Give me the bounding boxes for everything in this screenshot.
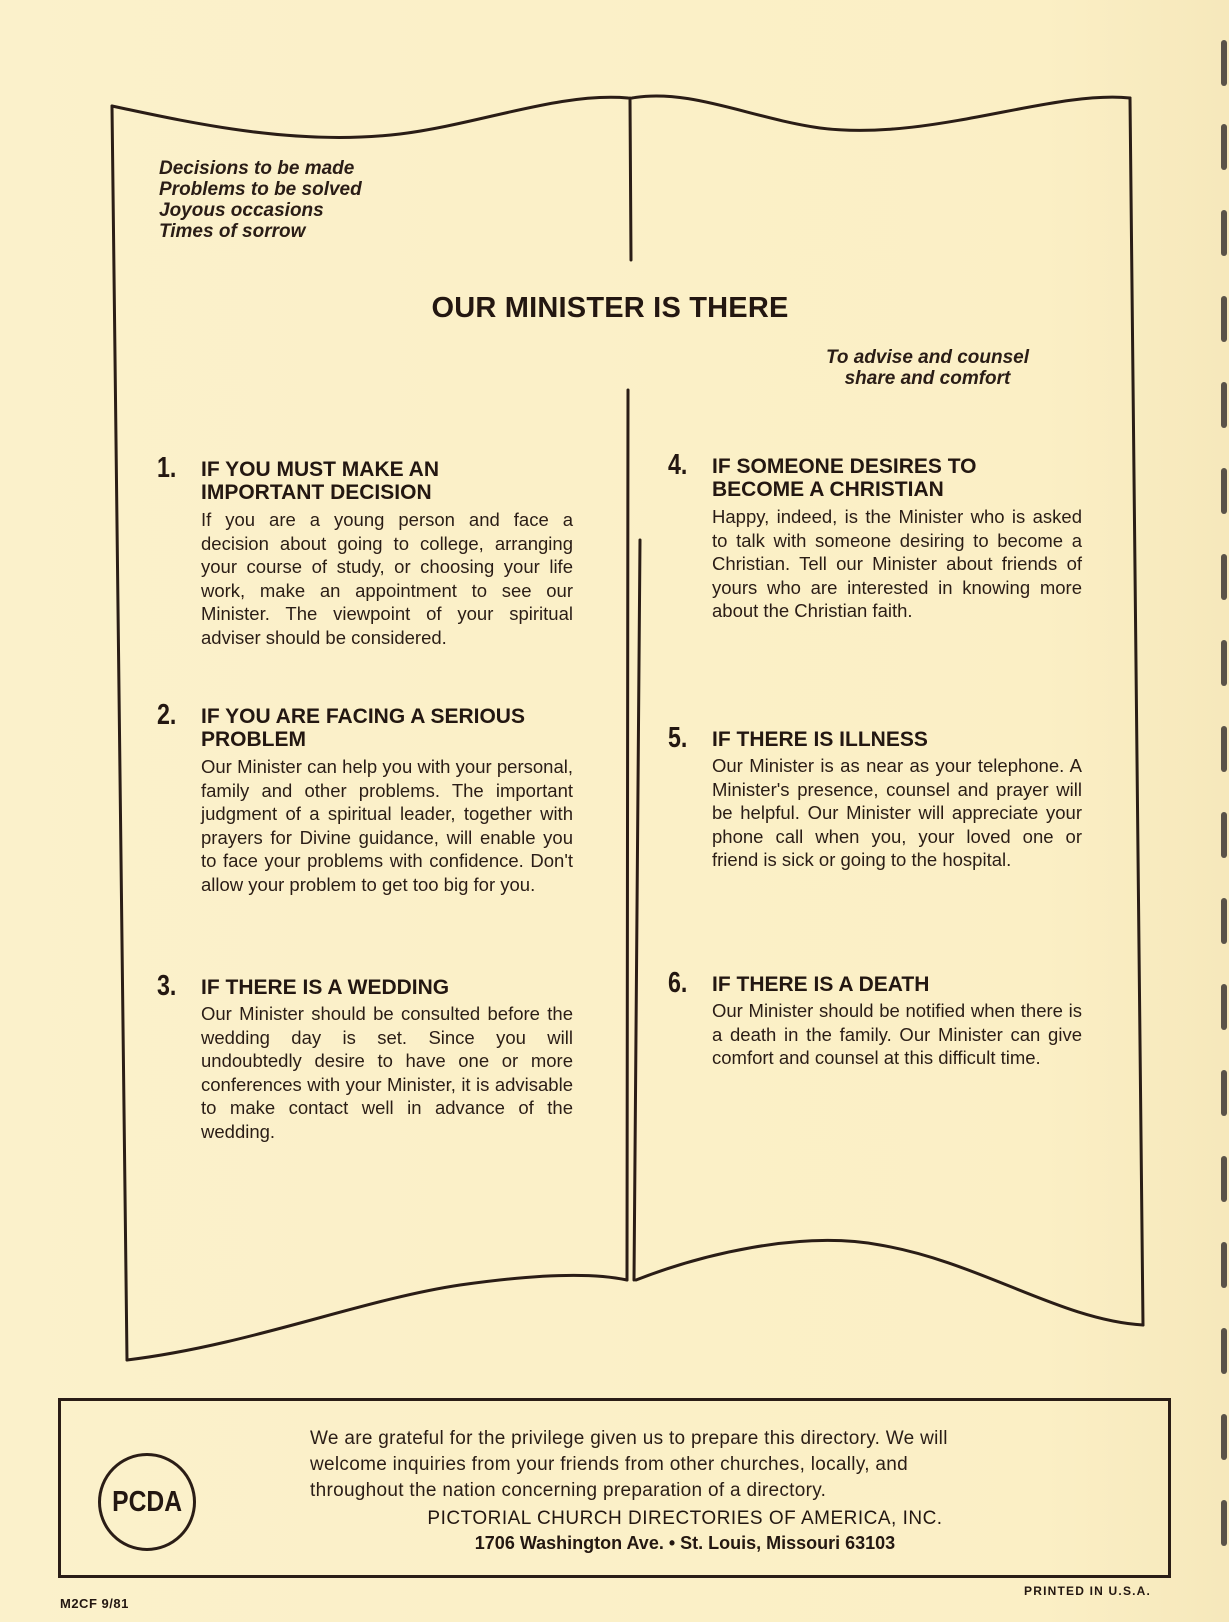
book-spine-top	[630, 98, 631, 260]
heading-line: IF SOMEONE DESIRES TO	[712, 455, 977, 478]
company-address: 1706 Washington Ave. • St. Louis, Missouri 63103	[474, 1533, 896, 1553]
section-body: Our Minister should be consulted before the wedding day is set. Since you will undoubtedly desire to have one or more conferences with your Minister, it is advisable to make contact well in advance of the wedding.	[201, 1003, 573, 1142]
tagline-line: To advise and counsel	[825, 347, 1030, 368]
footer-message	[310, 1426, 1060, 1504]
section-heading	[201, 458, 581, 504]
book-right-bottom-edge	[636, 1240, 1143, 1325]
section-body: Happy, indeed, is the Minister who is asked to talk with someone desiring to become a Christian. Tell our Minister about friends of yours who are interested in knowing more about the Christian faith.	[712, 506, 1082, 621]
section-body: Our Minister should be notified when there is a death in the family. Our Minister can give comfort and counsel at this difficult time.	[712, 1000, 1082, 1068]
intro-line: Times of sorrow	[159, 221, 306, 242]
heading-line: IF YOU MUST MAKE AN	[201, 458, 440, 481]
section-number: 3.	[157, 970, 177, 1002]
section-heading	[712, 973, 1092, 996]
intro-list	[159, 158, 362, 242]
tagline	[800, 347, 1055, 389]
printed-in-usa: PRINTED IN U.S.A.	[1024, 1584, 1152, 1598]
heading-line: PROBLEM	[201, 728, 306, 751]
footer-message-line: throughout the nation concerning preparation of a directory.	[310, 1480, 827, 1501]
book-left-bottom-edge	[127, 1275, 627, 1360]
book-left-side	[112, 106, 127, 1360]
book-right-top-edge	[632, 96, 1130, 130]
tagline-line: share and comfort	[844, 368, 1011, 389]
section-heading	[201, 705, 581, 751]
book-spine-lower	[627, 390, 628, 1280]
company-name: PICTORIAL CHURCH DIRECTORIES OF AMERICA, INC.	[427, 1508, 943, 1529]
section-body: If you are a young person and face a decision about going to college, arranging your course of study, or choosing your life work, make an appointment to see our Minister. The viewpoint of your spiritual adviser should be considered.	[201, 509, 573, 648]
intro-line: Joyous occasions	[159, 200, 324, 221]
section-number: 4.	[668, 449, 688, 481]
form-code: M2CF 9/81	[60, 1596, 129, 1611]
section-number: 5.	[668, 722, 688, 754]
section-heading	[712, 455, 1082, 501]
section-body: Our Minister is as near as your telephone. A Minister's presence, counsel and prayer will be helpful. Our Minister will appreciate your phone call when you, your loved one or friend is sick or going to the hospital.	[712, 755, 1082, 870]
intro-line: Problems to be solved	[159, 179, 362, 200]
heading-line: IMPORTANT DECISION	[201, 481, 432, 504]
section-number: 2.	[157, 699, 177, 731]
section-heading	[201, 976, 581, 999]
pcda-logo	[98, 1453, 196, 1551]
section-heading	[712, 728, 1092, 751]
book-left-top-edge	[112, 97, 628, 137]
page-title: OUR MINISTER IS THERE	[431, 292, 789, 324]
heading-line: IF YOU ARE FACING A SERIOUS	[201, 705, 525, 728]
heading-line: IF THERE IS ILLNESS	[712, 728, 928, 751]
book-right-side	[1130, 98, 1143, 1325]
footer-message-line: We are grateful for the privilege given us to prepare this directory. We will	[310, 1428, 948, 1449]
section-body: Our Minister can help you with your personal, family and other problems. The important judgment of a spiritual leader, together with prayers for Divine guidance, will enable you to face your problems with confidence. Don't allow your problem to get too big for you.	[201, 756, 573, 895]
heading-line: BECOME A CHRISTIAN	[712, 478, 944, 501]
book-spine-lower-inner	[634, 540, 640, 1280]
section-number: 6.	[668, 967, 688, 999]
heading-line: IF THERE IS A DEATH	[712, 973, 930, 996]
footer-message-line: welcome inquiries from your friends from other churches, locally, and	[310, 1454, 908, 1475]
intro-line: Decisions to be made	[159, 158, 355, 179]
heading-line: IF THERE IS A WEDDING	[201, 976, 450, 999]
logo-text: PCDA	[112, 1485, 182, 1518]
section-number: 1.	[157, 452, 177, 484]
